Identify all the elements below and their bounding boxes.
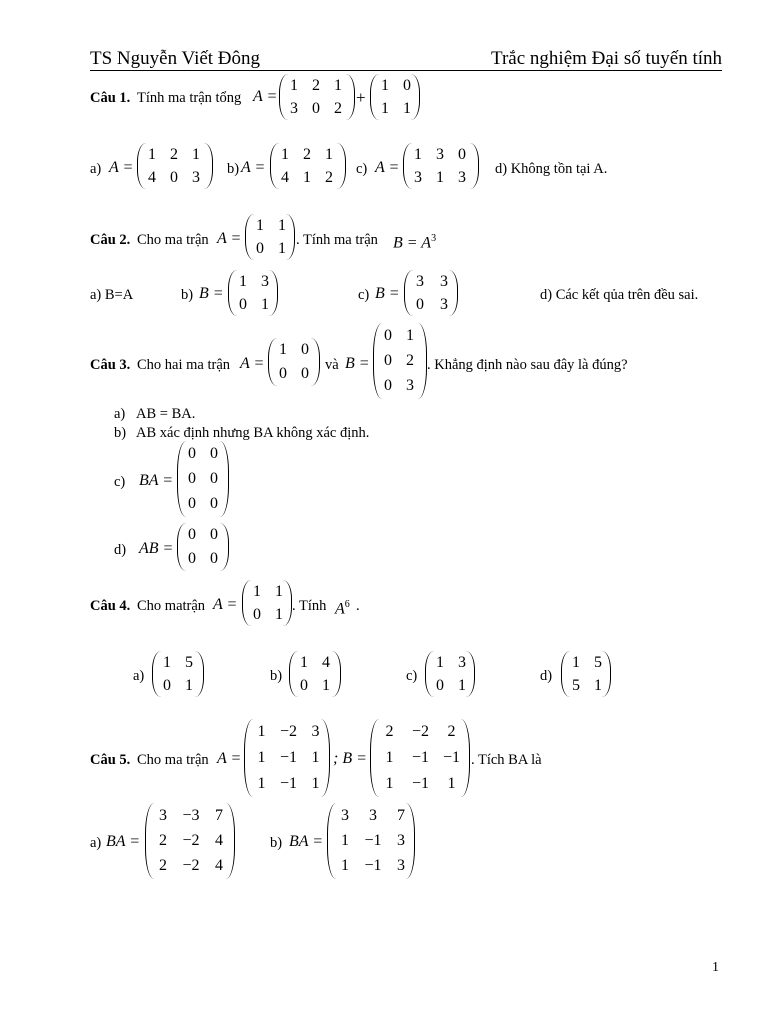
q5-option-a-matrix	[145, 803, 235, 879]
matrix-cell: 0	[210, 470, 218, 487]
matrix-cell: 1	[185, 676, 193, 694]
q1-option-a-key: a)	[90, 161, 102, 177]
matrix-cell: 2	[447, 723, 456, 740]
matrix-cell: 2	[159, 832, 167, 849]
matrix-cell: 1	[275, 605, 283, 623]
matrix-cell: −2	[182, 832, 200, 849]
matrix-cell: 1	[148, 145, 156, 163]
q5-matrix-b	[370, 719, 470, 797]
q4-option-a-matrix	[152, 651, 204, 697]
q1-option-a-matrix	[137, 143, 213, 189]
q3-option-c-matrix	[177, 441, 229, 517]
matrix-cell: −3	[182, 806, 200, 824]
matrix-cell: 4	[322, 653, 330, 671]
q3-option-b: AB xác định nhưng BA không xác định.	[136, 425, 370, 441]
matrix-cell: 1	[253, 582, 261, 600]
q4-power	[335, 596, 350, 618]
matrix-cell: 1	[436, 653, 444, 671]
matrix-cell: 2	[159, 857, 167, 875]
matrix-cell: 1	[334, 76, 342, 94]
matrix-cell: 1	[414, 145, 422, 163]
q2-label: Câu 2.	[90, 232, 131, 248]
matrix-cell: 1	[275, 582, 283, 600]
matrix-cell: 1	[385, 749, 394, 766]
matrix-cell: 0	[301, 341, 309, 358]
q4-option-b-matrix	[289, 651, 341, 697]
q5-option-b-key: b)	[270, 835, 283, 851]
matrix-cell: 1	[290, 76, 298, 94]
matrix-cell: 1	[311, 775, 320, 792]
matrix-cell: 0	[163, 676, 171, 694]
matrix-cell: 0	[384, 352, 392, 369]
matrix-cell: 1	[257, 749, 266, 766]
q2-matrix	[245, 214, 295, 260]
matrix-cell: −1	[364, 832, 382, 849]
q3-and: và	[325, 357, 339, 373]
matrix-cell: 0	[300, 676, 308, 694]
matrix-cell: 1	[436, 168, 444, 186]
q4-power-exponent: 6	[344, 599, 350, 610]
q3-matrix-a	[268, 338, 320, 386]
matrix-cell: 3	[290, 99, 298, 117]
matrix-cell: 3	[406, 377, 414, 395]
matrix-cell: −1	[411, 749, 430, 766]
matrix-cell: 2	[406, 352, 414, 369]
q5-option-b-matrix	[327, 803, 415, 879]
q2-option-a: a) B=A	[90, 287, 134, 303]
q5-separator: ; B =	[333, 750, 367, 767]
q1-option-c-key: c)	[356, 161, 368, 177]
matrix-cell: 4	[281, 168, 289, 186]
q3-option-a: AB = BA.	[136, 406, 196, 422]
q3-text: Cho hai ma trận	[137, 357, 231, 373]
q2-option-b-matrix	[228, 270, 278, 316]
matrix-cell: 1	[239, 272, 247, 290]
q3-lhs-a: A =	[240, 355, 265, 372]
q4-power-base: A	[335, 600, 345, 618]
matrix-cell: 1	[406, 326, 414, 344]
q3-option-d-lhs: AB =	[139, 540, 174, 557]
matrix-cell: 1	[279, 341, 287, 358]
q2-formula-base: B = A	[393, 234, 432, 252]
matrix-cell: 3	[440, 295, 448, 313]
matrix-cell: 5	[594, 653, 602, 671]
matrix-cell: 0	[384, 326, 392, 344]
matrix-cell: 1	[385, 775, 394, 792]
q5-option-a-key: a)	[90, 835, 102, 851]
matrix-cell: 0	[301, 365, 309, 382]
matrix-cell: 3	[458, 168, 466, 186]
q4-option-a-key: a)	[133, 668, 145, 684]
matrix-cell: 0	[458, 145, 466, 163]
matrix-cell: 1	[594, 676, 602, 694]
q3-matrix-b	[373, 323, 427, 399]
q2-lhs: A =	[217, 230, 242, 247]
q1-option-a-lhs: A =	[109, 159, 134, 176]
matrix-cell: 4	[215, 857, 223, 875]
matrix-cell: 0	[239, 295, 247, 313]
q4-option-b-key: b)	[270, 668, 283, 684]
q1-option-b-matrix	[270, 143, 346, 189]
matrix-cell: 1	[256, 216, 264, 234]
matrix-cell: 0	[188, 550, 196, 567]
matrix-cell: 4	[148, 168, 156, 186]
matrix-cell: 3	[261, 272, 269, 290]
matrix-cell: 0	[188, 470, 196, 487]
matrix-cell: 4	[215, 832, 223, 849]
q4-after-text: . Tính	[292, 598, 327, 614]
q4-option-c-matrix	[425, 651, 475, 697]
q3-option-a-key: a)	[114, 406, 126, 422]
header-author: TS Nguyễn Viết Đông	[90, 48, 261, 69]
q2-after-text: . Tính ma trận	[296, 232, 378, 248]
matrix-cell: 0	[188, 444, 196, 462]
matrix-cell: 0	[188, 526, 196, 543]
q2-option-d: d) Các kết qủa trên đều sai.	[540, 287, 699, 303]
matrix-cell: 1	[257, 723, 266, 740]
matrix-cell: 1	[447, 775, 456, 792]
q2-formula-exponent: 3	[431, 233, 437, 244]
matrix-cell: −2	[411, 723, 430, 740]
matrix-cell: 3	[440, 272, 448, 290]
matrix-cell: 0	[403, 76, 411, 94]
q3-label: Câu 3.	[90, 357, 131, 373]
matrix-cell: 7	[397, 806, 405, 824]
matrix-cell: 3	[416, 272, 424, 290]
matrix-cell: 1	[278, 216, 286, 234]
matrix-cell: 3	[369, 806, 377, 824]
q2-text: Cho ma trận	[137, 232, 209, 248]
q5-option-b-lhs: BA =	[289, 833, 324, 850]
q4-text: Cho matrận	[137, 598, 206, 614]
matrix-cell: 1	[281, 145, 289, 163]
matrix-cell: 3	[192, 168, 200, 186]
matrix-cell: 3	[311, 723, 320, 740]
q3-option-d-matrix	[177, 523, 229, 571]
matrix-cell: 0	[384, 377, 392, 395]
matrix-cell: 1	[278, 239, 286, 257]
q1-option-c-matrix	[403, 143, 479, 189]
matrix-cell: 0	[253, 605, 261, 623]
q3-option-b-key: b)	[114, 425, 127, 441]
q3-lhs-b: B =	[345, 355, 370, 372]
q1-option-b-key: b)	[227, 161, 240, 177]
matrix-cell: 2	[170, 145, 178, 163]
matrix-cell: 1	[322, 676, 330, 694]
q4-matrix	[242, 580, 292, 626]
matrix-cell: 2	[325, 168, 333, 186]
q2-option-b-key: b)	[181, 287, 194, 303]
q5-after-text: . Tích BA là	[471, 752, 542, 768]
matrix-cell: 3	[159, 806, 167, 824]
matrix-cell: −2	[182, 857, 200, 875]
matrix-cell: 3	[414, 168, 422, 186]
matrix-cell: 0	[210, 550, 218, 567]
matrix-cell: 1	[261, 295, 269, 313]
matrix-cell: 1	[341, 857, 349, 875]
matrix-cell: −1	[364, 857, 382, 875]
matrix-cell: 1	[403, 99, 411, 117]
q3-option-c-key: c)	[114, 474, 126, 490]
q1-matrix-1	[279, 74, 355, 120]
q2-option-c-key: c)	[358, 287, 370, 303]
q4-end: .	[356, 598, 360, 614]
matrix-cell: 1	[311, 749, 320, 766]
matrix-cell: 1	[163, 653, 171, 671]
q3-option-d-key: d)	[114, 542, 127, 558]
matrix-cell: 3	[341, 806, 349, 824]
q4-option-d-matrix	[561, 651, 611, 697]
matrix-cell: 1	[192, 145, 200, 163]
matrix-cell: −2	[279, 723, 298, 740]
q4-option-c-key: c)	[406, 668, 418, 684]
matrix-cell: 0	[416, 295, 424, 313]
q2-option-c-matrix	[404, 270, 458, 316]
matrix-cell: 1	[257, 775, 266, 792]
matrix-cell: 0	[210, 444, 218, 462]
matrix-cell: 2	[303, 145, 311, 163]
matrix-cell: 0	[188, 495, 196, 513]
q2-option-b-lhs: B =	[199, 285, 224, 302]
q1-text: Tính ma trận tổng	[137, 90, 242, 106]
matrix-cell: 3	[397, 832, 405, 849]
header-subject: Trắc nghiệm Đại số tuyến tính	[491, 48, 722, 69]
q1-plus: +	[356, 88, 366, 107]
matrix-cell: 0	[279, 365, 287, 382]
q5-label: Câu 5.	[90, 752, 131, 768]
matrix-cell: 0	[256, 239, 264, 257]
matrix-cell: 1	[572, 653, 580, 671]
page-number: 1	[712, 960, 719, 975]
q3-after-text: . Khẳng định nào sau đây là đúng?	[427, 357, 628, 373]
matrix-cell: 1	[325, 145, 333, 163]
q1-option-d: d) Không tồn tại A.	[495, 161, 608, 177]
q4-lhs: A =	[213, 596, 238, 613]
matrix-cell: 1	[458, 676, 466, 694]
matrix-cell: 0	[210, 495, 218, 513]
q5-option-a-lhs: BA =	[106, 833, 141, 850]
q5-text: Cho ma trận	[137, 752, 209, 768]
matrix-cell: 0	[210, 526, 218, 543]
matrix-cell: 0	[436, 676, 444, 694]
matrix-cell: 1	[381, 76, 389, 94]
matrix-cell: 2	[385, 723, 394, 740]
q5-matrix-a	[244, 719, 330, 797]
matrix-cell: −1	[279, 775, 298, 792]
matrix-cell: 3	[436, 145, 444, 163]
q1-label: Câu 1.	[90, 90, 131, 106]
matrix-cell: 1	[341, 832, 349, 849]
matrix-cell: 5	[572, 676, 580, 694]
q2-option-c-lhs: B =	[375, 285, 400, 302]
matrix-cell: 2	[334, 99, 342, 117]
matrix-cell: 0	[170, 168, 178, 186]
q1-lhs: A =	[253, 88, 278, 105]
matrix-cell: 0	[312, 99, 320, 117]
q1-matrix-2	[370, 74, 420, 120]
matrix-cell: 1	[303, 168, 311, 186]
matrix-cell: 3	[397, 857, 405, 875]
q4-label: Câu 4.	[90, 598, 131, 614]
matrix-cell: −1	[442, 749, 461, 766]
matrix-cell: 2	[312, 76, 320, 94]
q1-option-b-lhs: A =	[241, 159, 266, 176]
matrix-cell: 3	[458, 653, 466, 671]
q4-option-d-key: d)	[540, 668, 553, 684]
matrix-cell: 1	[300, 653, 308, 671]
q2-formula	[393, 230, 436, 252]
matrix-cell: −1	[279, 749, 298, 766]
q1-option-c-lhs: A =	[375, 159, 400, 176]
page-header	[90, 48, 722, 71]
matrix-cell: −1	[411, 775, 430, 792]
matrix-cell: 1	[381, 99, 389, 117]
q5-lhs-a: A =	[217, 750, 242, 767]
matrix-cell: 7	[215, 806, 223, 824]
matrix-cell: 5	[185, 653, 193, 671]
q3-option-c-lhs: BA =	[139, 472, 174, 489]
